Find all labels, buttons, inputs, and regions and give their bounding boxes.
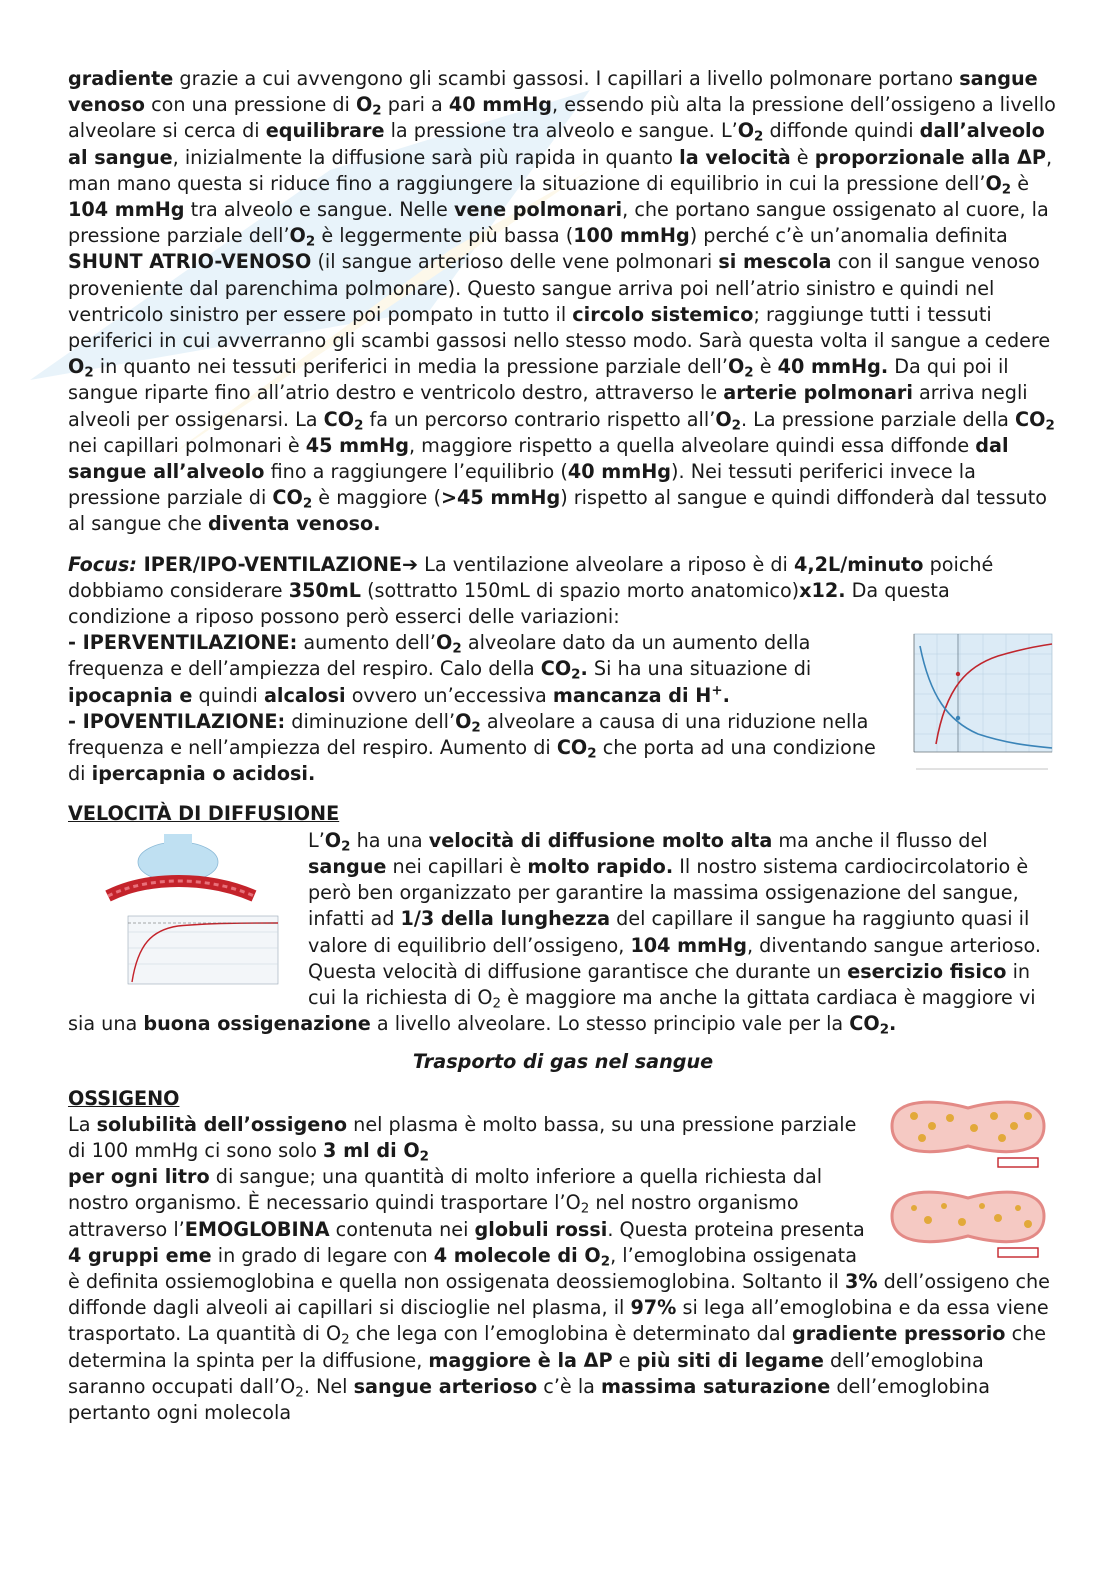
paragraph-diffusion-speed: $L’O_2$ ha una velocità di diffusione molto alta ma anche il flusso del sangue nei capillari è molto rapido. Il nostro sistema cardiocircolatorio è però ben organizzato per garantire la massima ossigenazione del sangue, infatti ad 1/3 della lunghezza del capillare il sangue ha raggiunto quasi il valore di equilibrio dell’ossigeno, 104 mmHg, diventando sangue arterioso. Questa velocità di diffusione garantisce che durante un esercizio fisico in cui la richiesta di $O_2$ è maggiore ma anche la gittata cardiaca è maggiore vi sia una buona ossigenazione a livello alveolare. Lo stesso principio vale per la $CO_2$. xyxy=(68,828,1042,1038)
document-page xyxy=(68,66,1058,1426)
capillary-diffusion-figure xyxy=(68,834,294,994)
hemoglobin-figure xyxy=(878,1086,1058,1264)
paragraph-oxygen-transport: La solubilità dell’ossigeno nel plasma è molto bassa, su una pressione parziale di 100 mmHg ci sono solo 3 ml di $O_2$ per ogni litro di sangue; una quantità di molto inferiore a quella richiesta dal nostro organismo. È necessario quindi trasportare $l’O_2$ nel nostro organismo attraverso l’EMOGLOBINA contenuta nei globuli rossi. Questa proteina presenta 4 gruppi eme in grado di legare con 4 molecole di $O_2$, l’emoglobina ossigenata è definita ossiemoglobina e quella non ossigenata deossiemoglobina. Soltanto il 3% dell’ossigeno che diffonde dagli alveoli ai capillari si discioglie nel plasma, il 97% si lega all’emoglobina e da essa viene trasportato. La quantità di $O_2$ che lega con l’emoglobina è determinato dal gradiente pressorio che determina la spinta per la diffusione, maggiore è la ΔP e più siti di legame dell’emoglobina saranno occupati $dall’O_2$. Nel sangue arterioso c’è la massima saturazione dell’emoglobina pertanto ogni molecola xyxy=(68,1112,1050,1424)
section-title: Trasporto di gas nel sangue xyxy=(412,1050,714,1074)
paragraph-focus-ventilation: Focus: IPER/IPO-VENTILAZIONE➔ La ventilazione alveolare a riposo è di 4,2L/minuto poiché dobbiamo considerare 350mL (sottratto 150mL di spazio morto anatomico)x12. Da questa condizione a riposo possono però esserci delle variazioni: xyxy=(68,552,994,629)
paragraph-gas-exchange: gradiente grazie a cui avvengono gli scambi gassosi. I capillari a livello polmonare portano sangue venoso con una pressione di $O_2$ pari a 40 mmHg, essendo più alta la pressione dell’ossigeno a livello alveolare si cerca di equilibrare la pressione tra alveolo e sangue. $L’O_2$ diffonde quindi dall’alveolo al sangue, inizialmente la diffusione sarà più rapida in quanto la velocità è proporzionale alla ΔP, man mano questa si riduce fino a raggiungere la situazione di equilibrio in cui la pressione $dell’O_2$ è 104 mmHg tra alveolo e sangue. Nelle vene polmonari, che portano sangue ossigenato al cuore, la pressione parziale $dell’O_2$ è leggermente più bassa (100 mmHg) perché c’è un’anomalia definita SHUNT ATRIO-VENOSO (il sangue arterioso delle vene polmonari si mescola con il sangue venoso proveniente dal parenchima polmonare). Questo sangue arriva poi nell’atrio sinistro e quindi nel ventricolo sinistro per essere poi pompato in tutto il circolo sistemico; raggiunge tutti i tessuti periferici in cui avverranno gli scambi gassosi nello stesso modo. Sarà questa volta il sangue a cedere $O_2$ in quanto nei tessuti periferici in media la pressione parziale $dell’O_2$ è 40 mmHg. Da qui poi il sangue riparte fino all’atrio destro e ventricolo destro, attraverso le arterie polmonari arriva negli alveoli per ossigenarsi. La $CO_2$ fa un percorso contrario rispetto $all’O_2$. La pressione parziale della $CO_2$ nei capillari polmonari è 45 mmHg, maggiore rispetto a quella alveolare quindi essa diffonde dal sangue all’alveolo fino a raggiungere l’equilibrio (40 mmHg). Nei tessuti periferici invece la pressione parziale di $CO_2$ è maggiore (>45 mmHg) rispetto al sangue e quindi diffonderà dal tessuto al sangue che diventa venoso. xyxy=(68,67,1056,536)
ventilation-chart-figure xyxy=(898,626,1058,776)
paragraph-hypoventilation: - IPOVENTILAZIONE: diminuzione $dell’O_2$ alveolare a causa di una riduzione nella frequenza e nell’ampiezza del respiro. Aumento di $CO_2$ che porta ad una condizione di ipercapnia o acidosi. xyxy=(68,709,876,786)
heading-diffusion-speed: VELOCITÀ DI DIFFUSIONE xyxy=(68,802,340,826)
heading-oxygen: OSSIGENO xyxy=(68,1086,180,1110)
paragraph-hyperventilation: - IPERVENTILAZIONE: aumento $dell’O_2$ alveolare dato da un aumento della frequenza e dell’ampiezza del respiro. Calo della $CO_2$. Si ha una situazione di ipocapnia e quindi alcalosi ovvero un’eccessiva mancanza di H+. xyxy=(68,631,812,707)
